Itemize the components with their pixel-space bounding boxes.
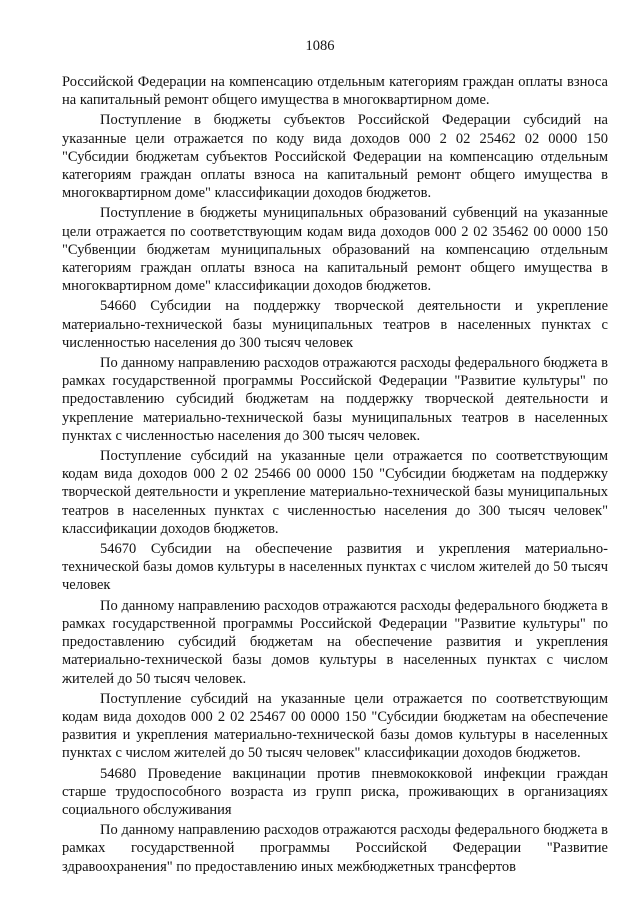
paragraph: Поступление субсидий на указанные цели отражается по соответствующим кодам вида доходов 000 2 02 25467 00 0000 150 "Субсидии бюджетам на обеспечение развития и укрепления материально-технической базы домов культуры в населенных пунктах с числом жителей до 50 тысяч человек" классификации доходов бюджетов. — [62, 690, 608, 762]
paragraph: Поступление в бюджеты субъектов Российской Федерации субсидий на указанные цели отражается по коду вида доходов 000 2 02 25462 02 0000 150 "Субсидии бюджетам субъектов Российской Федерации на компенсацию отдельным категориям граждан оплаты взноса на капитальный ремонт общего имущества в многоквартирном доме" классификации доходов бюджетов. — [62, 112, 608, 202]
paragraph: Поступление в бюджеты муниципальных образований субвенций на указанные цели отражается по соответствующим кодам вида доходов 000 2 02 35462 00 0000 150 "Субвенции бюджетам муниципальных образований на компенсацию отдельным категориям граждан оплаты взноса на капитальный ремонт общего имущества в многоквартирном доме" классификации доходов бюджетов. — [62, 205, 608, 295]
paragraph: По данному направлению расходов отражаются расходы федерального бюджета в рамках государственной программы Российской Федерации "Развитие культуры" по предоставлению субсидий бюджетам на поддержку творческой деятельности и укрепление материально-технической базы муниципальных театров в населенных пунктах с численностью населения до 300 тысяч человек. — [62, 355, 608, 444]
page-number: 1086 — [305, 38, 335, 54]
section-heading-54680: 54680 Проведение вакцинации против пневмококковой инфекции граждан старше трудоспособного возраста из групп риска, проживающих в организациях социального обслуживания — [62, 765, 608, 818]
paragraph: По данному направлению расходов отражаются расходы федерального бюджета в рамках государственной программы Российской Федерации "Развитие здравоохранения" по предоставлению иных межбюджетных трансфертов — [62, 822, 608, 875]
paragraph: По данному направлению расходов отражаются расходы федерального бюджета в рамках государственной программы Российской Федерации "Развитие культуры" по предоставлению субсидий бюджетам на обеспечение развития и укрепления материально-технической базы домов культуры в населенных пунктах с числом жителей до 50 тысяч человек. — [62, 597, 608, 687]
paragraph: Поступление субсидий на указанные цели отражается по соответствующим кодам вида доходов 000 2 02 25466 00 0000 150 "Субсидии бюджетам на поддержку творческой деятельности и укрепление материально-технической базы муниципальных театров в населенных пунктах с численностью населения до 300 тысяч человек" классификации доходов бюджетов. — [62, 448, 608, 537]
section-heading-54660: 54660 Субсидии на поддержку творческой деятельности и укрепление материально-технической базы муниципальных театров в населенных пунктах с численностью населения до 300 тысяч человек — [62, 298, 608, 351]
section-heading-54670: 54670 Субсидии на обеспечение развития и укрепления материально-технической базы домов культуры в населенных пунктах с числом жителей до 50 тысяч человек — [62, 541, 608, 594]
paragraph-continuation: Российской Федерации на компенсацию отдельным категориям граждан оплаты взноса на капитальный ремонт общего имущества в многоквартирном доме. — [62, 74, 608, 109]
document-body — [62, 73, 608, 878]
